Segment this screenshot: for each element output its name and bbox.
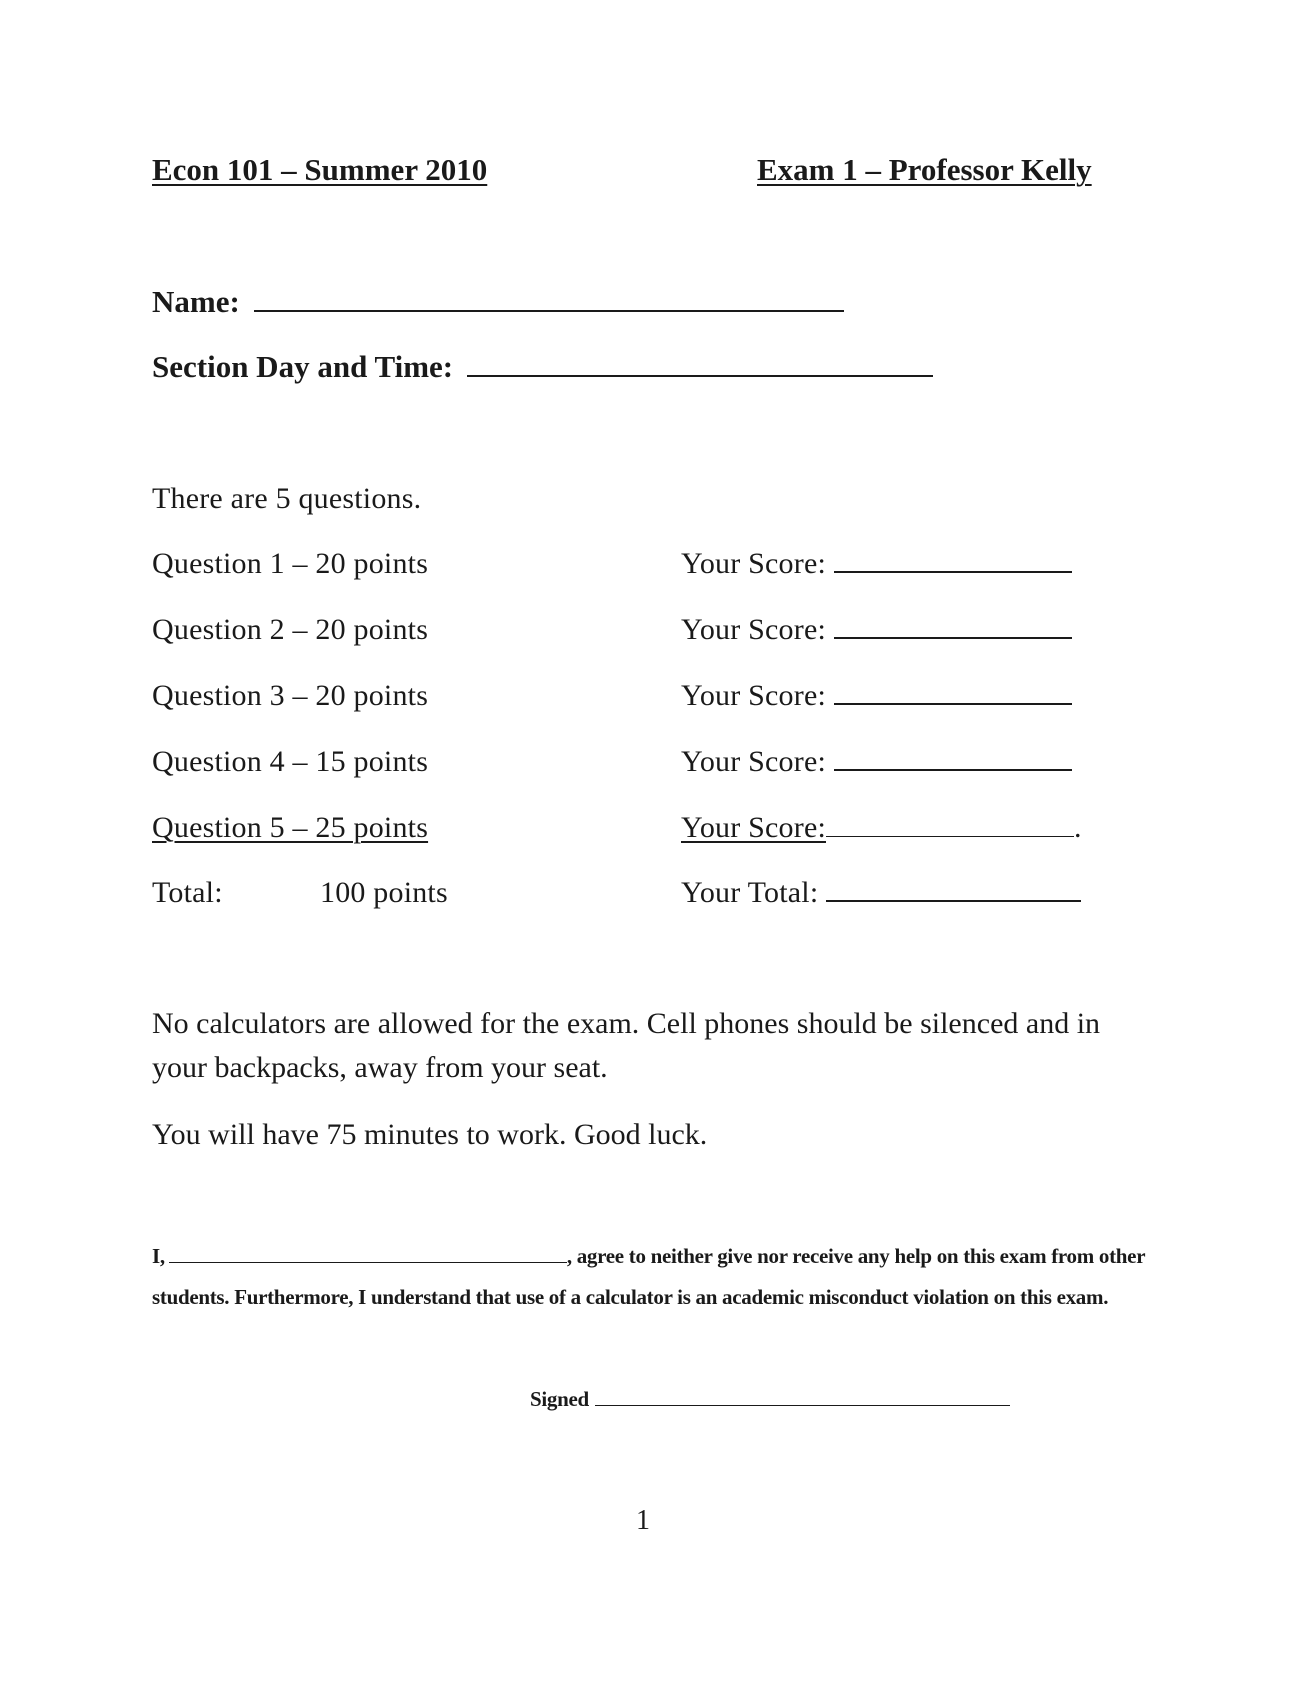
total-points: 100 points (320, 876, 448, 909)
pledge-prefix: I, (152, 1244, 165, 1268)
your-total-label: Your Total: (681, 876, 819, 909)
score-blank[interactable] (834, 547, 1072, 573)
score-label: Your Score: (681, 547, 826, 580)
score-blank[interactable] (834, 745, 1072, 771)
score-label: Your Score: (681, 613, 826, 646)
score-label: Your Score: (681, 811, 826, 844)
pledge-text: , agree to neither give nor receive any help on this exam from other students. Furthermore, I understand that use of a calculator is an academic misconduct violation on this exam. (152, 1244, 1145, 1309)
score-label: Your Score: (681, 679, 826, 712)
name-blank[interactable] (254, 284, 844, 312)
score-row (681, 679, 1072, 713)
exam-title: Exam 1 – Professor Kelly (757, 152, 1092, 187)
signed-label: Signed (530, 1387, 589, 1411)
question-label: Question 3 – 20 points (152, 679, 429, 712)
name-field-row (152, 284, 844, 320)
score-suffix: . (1074, 811, 1082, 844)
course-title: Econ 101 – Summer 2010 (152, 152, 488, 187)
pledge-name-blank[interactable] (169, 1244, 567, 1263)
question-label: Question 5 – 25 points (152, 811, 429, 844)
section-blank[interactable] (467, 349, 933, 377)
score-row (681, 547, 1072, 581)
score-row (681, 745, 1072, 779)
score-blank[interactable] (834, 613, 1072, 639)
question-label: Question 1 – 20 points (152, 547, 429, 580)
section-field-row (152, 349, 933, 385)
score-row (681, 613, 1072, 647)
signature-blank[interactable] (595, 1387, 1010, 1406)
page-number: 1 (636, 1505, 651, 1536)
question-label: Question 2 – 20 points (152, 613, 429, 646)
time-instructions: You will have 75 minutes to work. Good luck. (152, 1118, 708, 1151)
score-blank[interactable] (826, 812, 1074, 837)
question-label: Question 4 – 15 points (152, 745, 429, 778)
your-total-row (681, 876, 1081, 910)
score-label: Your Score: (681, 745, 826, 778)
score-row (681, 811, 1082, 845)
total-label: Total: (152, 876, 223, 909)
questions-intro: There are 5 questions. (152, 482, 422, 515)
score-blank[interactable] (834, 679, 1072, 705)
your-total-blank[interactable] (826, 876, 1081, 902)
name-label: Name: (152, 284, 240, 319)
honor-pledge (152, 1236, 1152, 1318)
signature-row (530, 1379, 1010, 1420)
section-label: Section Day and Time: (152, 349, 454, 384)
calculator-instructions: No calculators are allowed for the exam. Cell phones should be silenced and in your backpacks, away from your seat. (152, 1007, 1101, 1084)
